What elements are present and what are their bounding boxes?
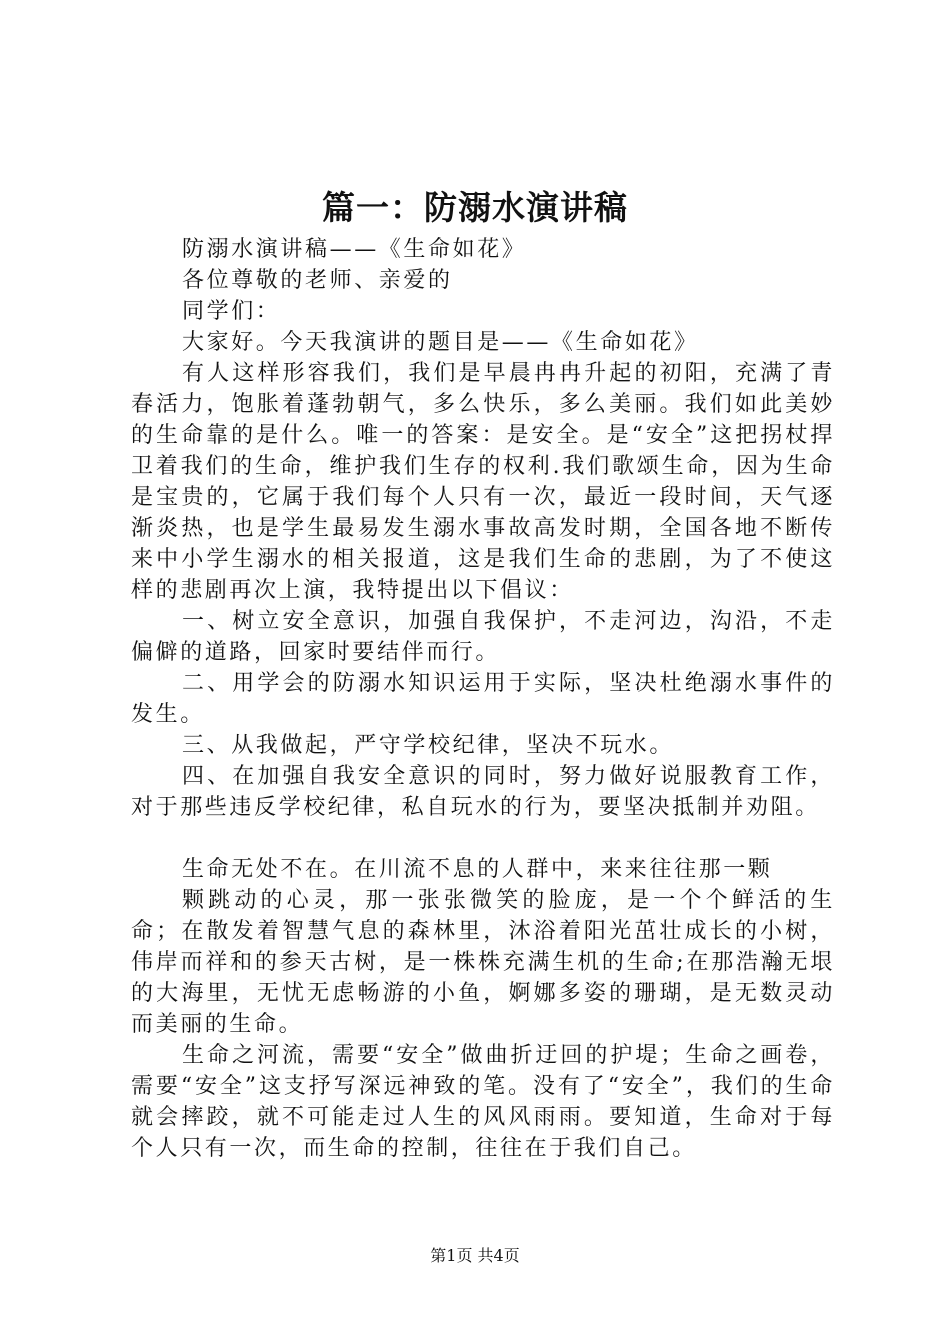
paragraph-greeting-2: 同学们：: [182, 299, 281, 324]
paragraph-subtitle: 防溺水演讲稿——《生命如花》: [182, 237, 527, 262]
document-body: [131, 234, 835, 1164]
paragraph-life-2: 颗跳动的心灵，那一张张微笑的脸庞，是一个个鲜活的生命；在散发着智慧气息的森林里，沐浴着阳光茁壮成长的小树，伟岸而祥和的参天古树，是一株株充满生机的生命;在那浩瀚无垠的大海里，无忧无虑畅游的小鱼，婀娜多姿的珊瑚，是无数灵动而美丽的生命。: [131, 888, 835, 1037]
paragraph-proposal-4: 四、在加强自我安全意识的同时，努力做好说服教育工作，对于那些违反学校纪律，私自玩水的行为，要坚决抵制并劝阻。: [131, 764, 835, 820]
paragraph-main: 有人这样形容我们，我们是早晨冉冉升起的初阳，充满了青春活力，饱胀着蓬勃朝气，多么快乐，多么美丽。我们如此美妙的生命靠的是什么。唯一的答案：是安全。是“安全”这把拐杖捍卫着我们的生命，维护我们生存的权利.我们歌颂生命，因为生命是宝贵的，它属于我们每个人只有一次，最近一段时间，天气逐渐炎热，也是学生最易发生溺水事故高发时期，全国各地不断传来中小学生溺水的相关报道，这是我们生命的悲剧，为了不使这样的悲剧再次上演，我特提出以下倡议：: [131, 361, 835, 603]
paragraph-spacer: [131, 823, 835, 854]
paragraph-proposal-2: 二、用学会的防溺水知识运用于实际，坚决杜绝溺水事件的发生。: [131, 671, 835, 727]
paragraph-intro: 大家好。今天我演讲的题目是——《生命如花》: [182, 330, 699, 355]
paragraph-proposal-3: 三、从我做起，严守学校纪律，坚决不玩水。: [182, 733, 675, 758]
paragraph-life-1: 生命无处不在。在川流不息的人群中，来来往往那一颗: [182, 857, 773, 882]
document-title: 篇一：防溺水演讲稿: [322, 188, 628, 227]
paragraph-proposal-1: 一、树立安全意识，加强自我保护，不走河边，沟沿，不走偏僻的道路，回家时要结伴而行。: [131, 609, 835, 665]
page-footer: 第1页 共4页: [430, 1246, 520, 1265]
paragraph-greeting-1: 各位尊敬的老师、亲爱的: [182, 268, 453, 293]
paragraph-life-3: 生命之河流，需要“安全”做曲折迂回的护堤；生命之画卷，需要“安全”这支抒写深远神致的笔。没有了“安全”，我们的生命就会摔跤，就不可能走过人生的风风雨雨。要知道，生命对于每个人只有一次，而生命的控制，往往在于我们自己。: [131, 1043, 835, 1161]
